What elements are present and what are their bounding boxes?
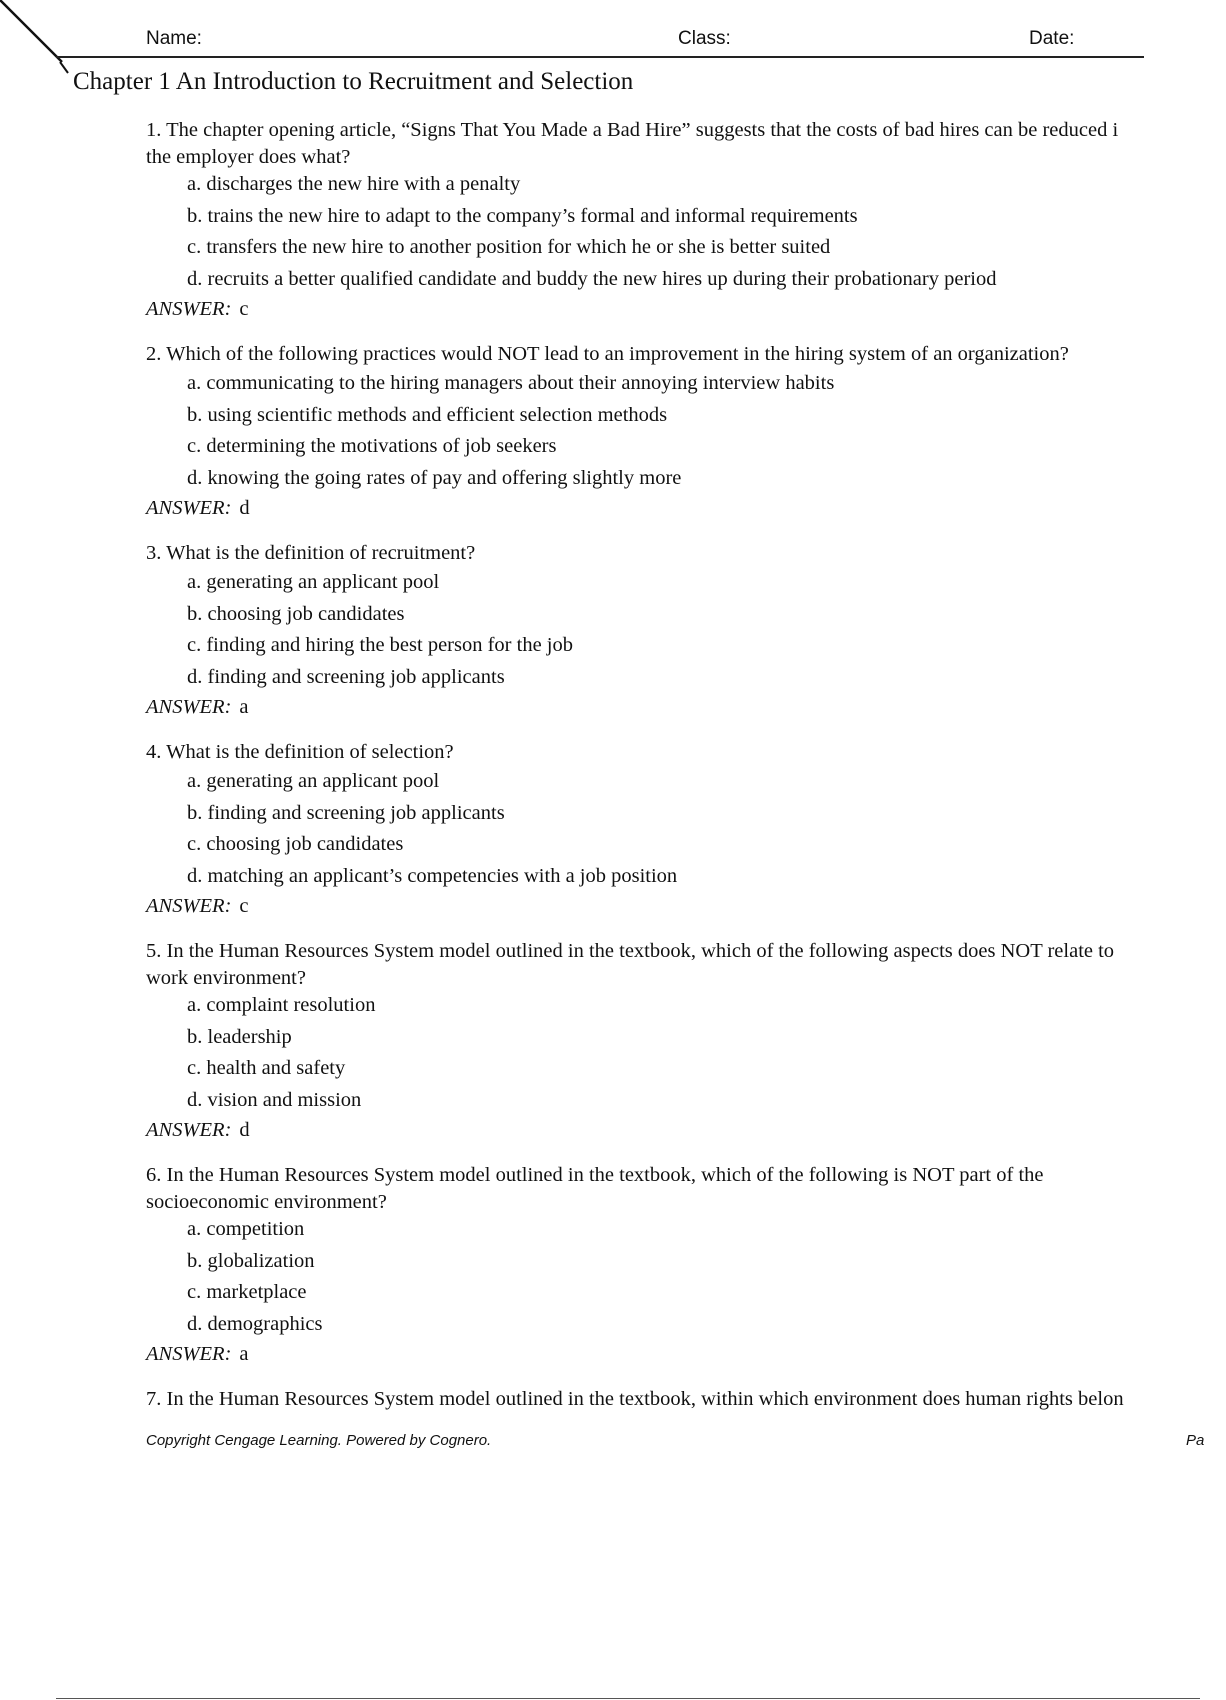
answer-line: [146, 296, 1226, 325]
date-label: Date:: [1029, 28, 1075, 49]
option-d: d. matching an applicant’s competencies with a job position: [187, 864, 678, 887]
document-header: [146, 24, 1146, 52]
question-2: [146, 342, 1226, 524]
option-b: b. finding and screening job applicants: [187, 801, 505, 824]
question-5: [146, 939, 1226, 1146]
option-b: b. choosing job candidates: [187, 602, 405, 625]
question-3: [146, 541, 1226, 723]
answer-line: [146, 694, 1226, 723]
option-c: c. choosing job candidates: [187, 833, 404, 855]
corner-fold-line: [0, 0, 80, 80]
answer-label: ANSWER:: [146, 696, 232, 718]
option-c: c. transfers the new hire to another position for which he or she is better suited: [187, 236, 831, 258]
question-6: [146, 1163, 1226, 1370]
answer-line: [146, 495, 1226, 524]
question-1: [146, 118, 1226, 325]
option-d: d. finding and screening job applicants: [187, 665, 505, 688]
option-c: c. finding and hiring the best person for the job: [187, 634, 573, 656]
answer-label: ANSWER:: [146, 1119, 232, 1141]
option-b: b. globalization: [187, 1249, 315, 1272]
question-stem-continued: socioeconomic environment?: [146, 1191, 387, 1213]
question-list: [146, 118, 1226, 1429]
option-d: d. knowing the going rates of pay and offering slightly more: [187, 466, 682, 489]
question-stem: 1. The chapter opening article, “Signs That You Made a Bad Hire” suggests that the costs of bad hires can be reduced i: [146, 119, 1119, 141]
question-stem-continued: work environment?: [146, 967, 306, 989]
answer-value: d: [239, 1119, 250, 1141]
question-stem-continued: the employer does what?: [146, 146, 351, 168]
option-b: b. trains the new hire to adapt to the company’s formal and informal requirements: [187, 204, 858, 227]
option-c: c. marketplace: [187, 1281, 307, 1303]
question-7: [146, 1387, 1226, 1412]
option-d: d. demographics: [187, 1312, 323, 1335]
answer-value: a: [239, 696, 249, 718]
option-b: b. leadership: [187, 1025, 292, 1048]
question-stem: 7. In the Human Resources System model outlined in the textbook, within which environment does human rights belon: [146, 1388, 1124, 1410]
chapter-title: Chapter 1 An Introduction to Recruitment and Selection: [73, 68, 634, 95]
answer-line: [146, 893, 1226, 922]
answer-label: ANSWER:: [146, 895, 232, 917]
question-stem: 4. What is the definition of selection?: [146, 741, 454, 763]
answer-value: a: [239, 1343, 249, 1365]
answer-label: ANSWER:: [146, 497, 232, 519]
question-stem: 5. In the Human Resources System model outlined in the textbook, which of the following aspects does NOT relate to: [146, 940, 1115, 962]
answer-value: c: [239, 895, 249, 917]
page-footer: [146, 1432, 1205, 1449]
option-a: a. discharges the new hire with a penalty: [187, 173, 521, 195]
bottom-divider: [56, 1698, 1200, 1699]
page-number-label: Pa: [1186, 1432, 1205, 1449]
question-stem: 6. In the Human Resources System model outlined in the textbook, which of the following is NOT part of the: [146, 1164, 1044, 1186]
header-divider: [56, 56, 1144, 58]
option-a: a. competition: [187, 1218, 305, 1240]
option-a: a. generating an applicant pool: [187, 770, 440, 792]
answer-value: c: [239, 298, 249, 320]
question-4: [146, 740, 1226, 922]
answer-line: [146, 1117, 1226, 1146]
question-stem: 3. What is the definition of recruitment?: [146, 542, 476, 564]
option-a: a. complaint resolution: [187, 994, 376, 1016]
answer-label: ANSWER:: [146, 1343, 232, 1365]
option-b: b. using scientific methods and efficient selection methods: [187, 403, 668, 426]
answer-value: d: [239, 497, 250, 519]
class-label: Class:: [678, 28, 731, 49]
option-c: c. determining the motivations of job seekers: [187, 435, 557, 457]
option-c: c. health and safety: [187, 1057, 346, 1079]
name-label: Name:: [146, 28, 202, 49]
option-a: a. communicating to the hiring managers about their annoying interview habits: [187, 372, 835, 394]
option-d: d. vision and mission: [187, 1088, 362, 1111]
copyright-text: Copyright Cengage Learning. Powered by Cognero.: [146, 1432, 492, 1449]
option-d: d. recruits a better qualified candidate and buddy the new hires up during their probationary period: [187, 267, 997, 290]
question-stem: 2. Which of the following practices would NOT lead to an improvement in the hiring system of an organization?: [146, 343, 1069, 365]
option-a: a. generating an applicant pool: [187, 571, 440, 593]
answer-line: [146, 1341, 1226, 1370]
answer-label: ANSWER:: [146, 298, 232, 320]
